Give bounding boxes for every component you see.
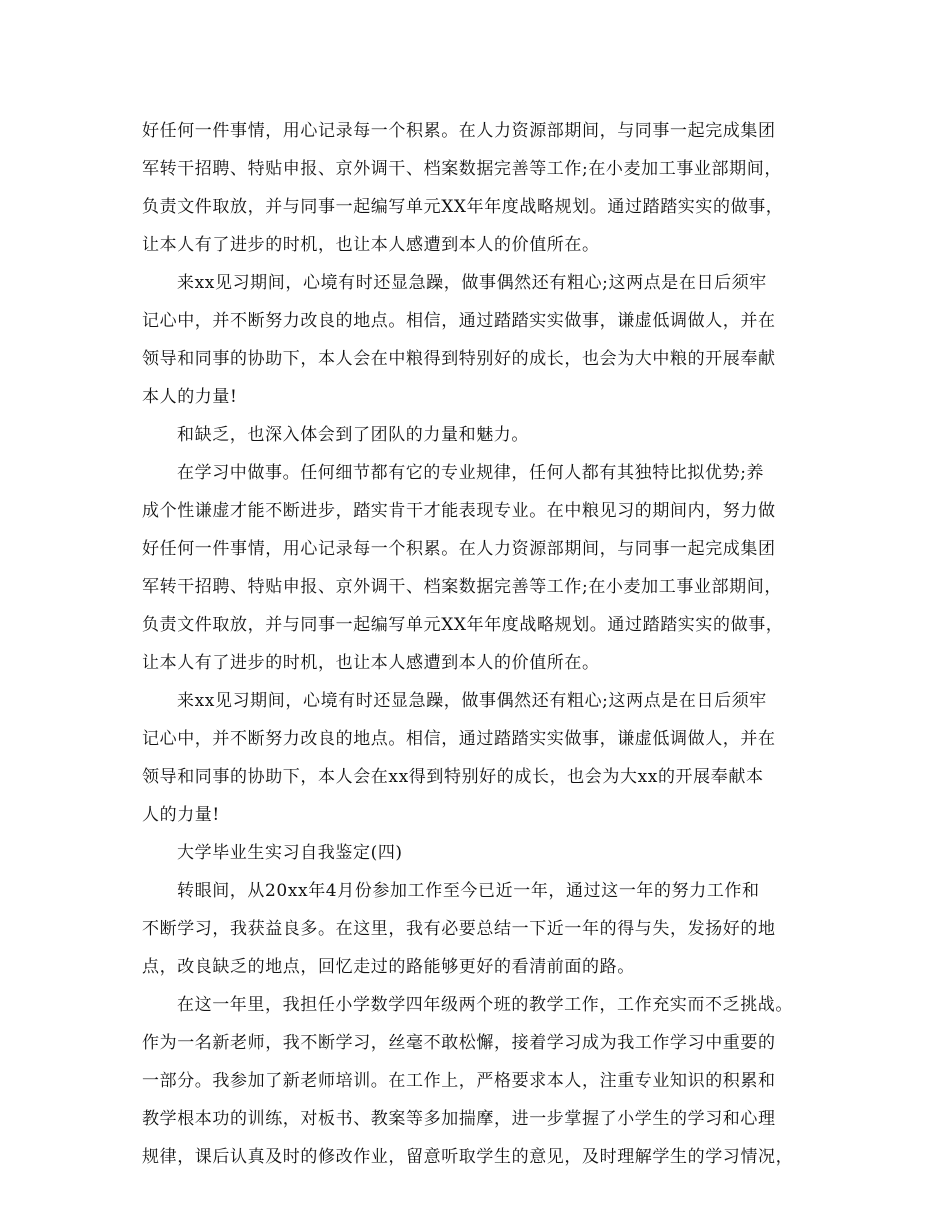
text-line: 来xx见习期间，心境有时还显急躁，做事偶然还有粗心;这两点是在日后须牢 <box>177 691 767 711</box>
text-line: 领导和同事的协助下，本人会在中粮得到特别好的成长，也会为大中粮的开展奉献 <box>142 349 776 369</box>
text-line: 领导和同事的协助下，本人会在xx得到特别好的成长，也会为大xx的开展奉献本 <box>142 767 764 787</box>
text-line: 教学根本功的训练，对板书、教案等多加揣摩，进一步掌握了小学生的学习和心理 <box>142 1109 776 1129</box>
text-line: 人的力量! <box>142 805 220 825</box>
text-line: 让本人有了进步的时机，也让本人感遭到本人的价值所在。 <box>142 653 600 673</box>
text-line: 来xx见习期间，心境有时还显急躁，做事偶然还有粗心;这两点是在日后须牢 <box>177 273 767 293</box>
text-line: 大学毕业生实习自我鉴定(四) <box>177 843 403 863</box>
text-line: 本人的力量! <box>142 387 238 407</box>
text-line: 点，改良缺乏的地点，回忆走过的路能够更好的看清前面的路。 <box>142 957 635 977</box>
text-line: 规律，课后认真及时的修改作业，留意听取学生的意见，及时理解学生的学习情况， <box>142 1147 794 1167</box>
text-line: 记心中，并不断努力改良的地点。相信，通过踏踏实实做事，谦虚低调做人，并在 <box>142 729 776 749</box>
text-line: 军转干招聘、特贴申报、京外调干、档案数据完善等工作;在小麦加工事业部期间， <box>142 159 782 179</box>
text-line: 记心中，并不断努力改良的地点。相信，通过踏踏实实做事，谦虚低调做人，并在 <box>142 311 776 331</box>
document-body <box>142 112 822 1176</box>
text-line: 不断学习，我获益良多。在这里，我有必要总结一下近一年的得与失，发扬好的地 <box>142 919 776 939</box>
text-line: 负责文件取放，并与同事一起编写单元XX年年度战略规划。通过踏踏实实的做事， <box>142 615 784 635</box>
text-line: 军转干招聘、特贴申报、京外调干、档案数据完善等工作;在小麦加工事业部期间， <box>142 577 782 597</box>
text-line: 让本人有了进步的时机，也让本人感遭到本人的价值所在。 <box>142 235 600 255</box>
text-line: 在这一年里，我担任小学数学四年级两个班的教学工作，工作充实而不乏挑战。 <box>177 995 793 1015</box>
text-line: 在学习中做事。任何细节都有它的专业规律，任何人都有其独特比拟优势;养 <box>177 463 765 483</box>
text-line: 成个性谦虚才能不断进步，踏实肯干才能表现专业。在中粮见习的期间内，努力做 <box>142 501 776 521</box>
text-line: 一部分。我参加了新老师培训。在工作上，严格要求本人，注重专业知识的积累和 <box>142 1071 776 1091</box>
text-line: 好任何一件事情，用心记录每一个积累。在人力资源部期间，与同事一起完成集团 <box>142 539 776 559</box>
text-line: 作为一名新老师，我不断学习，丝毫不敢松懈，接着学习成为我工作学习中重要的 <box>142 1033 776 1053</box>
text-line: 和缺乏，也深入体会到了团队的力量和魅力。 <box>177 425 529 445</box>
text-line: 负责文件取放，并与同事一起编写单元XX年年度战略规划。通过踏踏实实的做事， <box>142 197 784 217</box>
text-line: 转眼间，从20xx年4月份参加工作至今已近一年，通过这一年的努力工作和 <box>177 881 760 901</box>
text-line: 好任何一件事情，用心记录每一个积累。在人力资源部期间，与同事一起完成集团 <box>142 121 776 141</box>
